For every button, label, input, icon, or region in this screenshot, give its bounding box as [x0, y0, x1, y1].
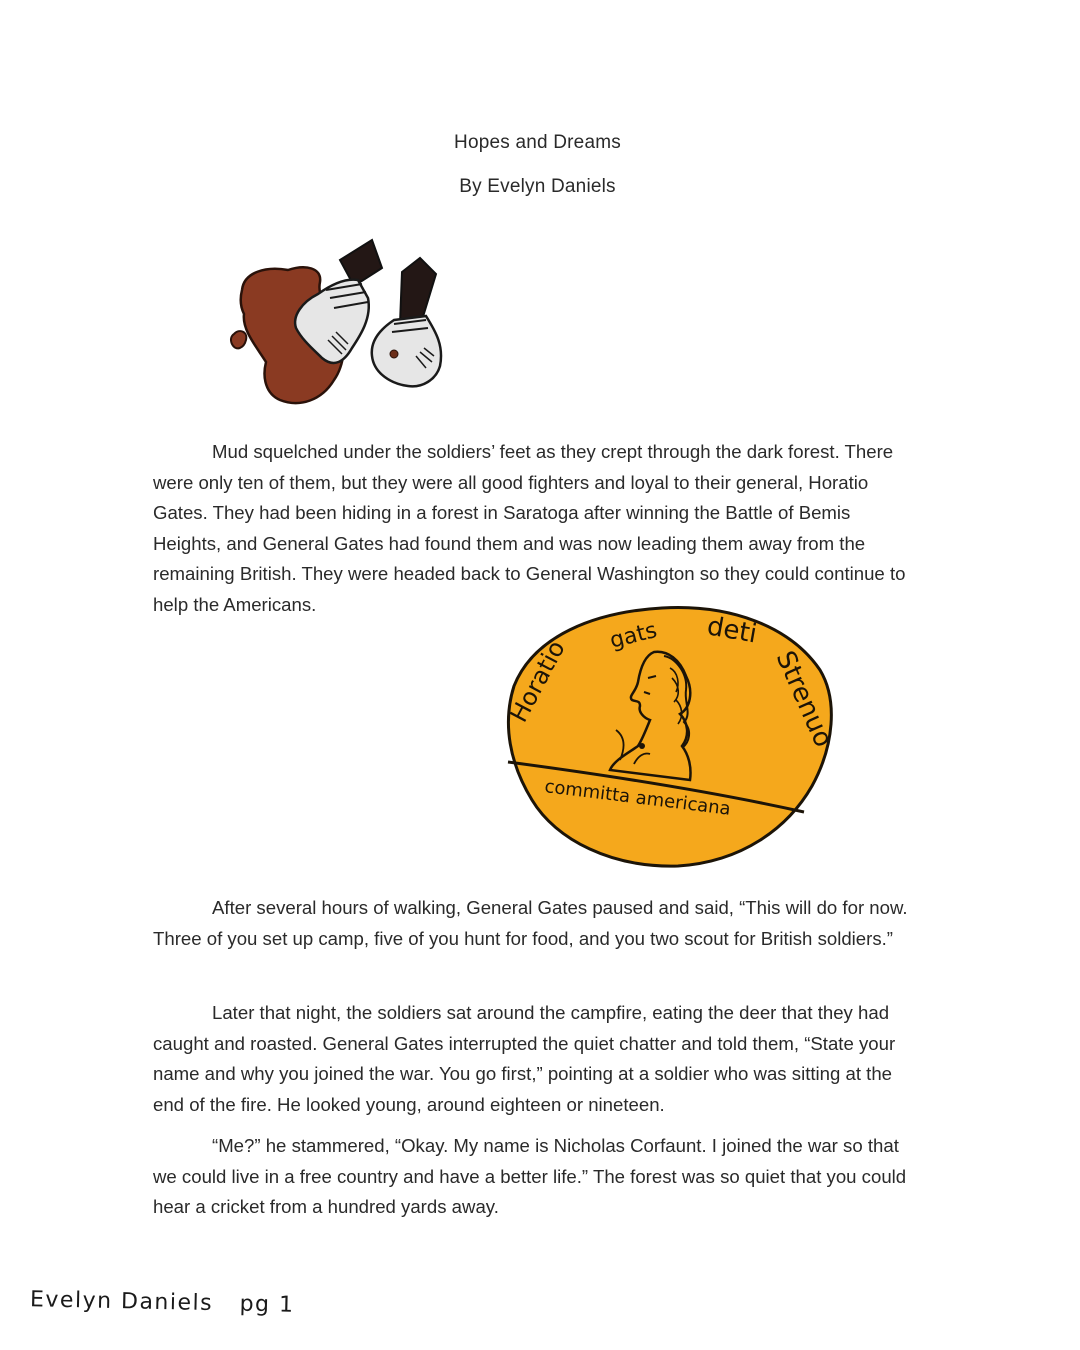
horatio-gates-medal-drawing-icon — [494, 596, 840, 868]
story-paragraph-2: After several hours of walking, General Gates paused and said, “This will do for now. Three of you set up camp, five of you hunt for food, and you two scout for British soldiers.” — [153, 897, 908, 949]
handwritten-page-number: pg 1 — [239, 1291, 295, 1318]
medal-inscription-bottom: committa americana — [543, 776, 732, 820]
muddy-boots-drawing-icon — [222, 228, 454, 408]
medal-word-4: Strenuo — [769, 646, 839, 752]
medal-word-2: gats — [607, 618, 660, 654]
handwritten-name: Evelyn Daniels — [29, 1287, 214, 1317]
mud-splat — [231, 331, 246, 348]
story-paragraph-1: Mud squelched under the soldiers’ feet as they crept through the dark forest. There were only ten of them, but they were all good fighters and loyal to their general, Horatio Gates. They had been hiding in a forest in Saratoga after winning the Battle of Bemis Heights, and General Gates had found them and was now leading them away from the remaining British. They were headed back to General Washington so they could continue to help the Americans. — [153, 441, 906, 615]
right-boot — [372, 316, 441, 386]
medal-word-3: deti — [704, 611, 760, 650]
document-title: Hopes and Dreams — [454, 132, 621, 153]
story-paragraph-3: Later that night, the soldiers sat around the campfire, eating the deer that they had caught and roasted. General Gates interrupted the quiet chatter and told them, “State your name and why you joined the war. You go first,” pointing at a soldier who was sitting at the end of the fire. He looked young, around eighteen or nineteen. — [153, 1002, 896, 1115]
right-sock — [400, 258, 436, 324]
document-byline: By Evelyn Daniels — [459, 176, 616, 197]
medal-word-1: Horatio — [504, 635, 571, 727]
handwritten-footer — [30, 1287, 295, 1318]
story-paragraph-4: “Me?” he stammered, “Okay. My name is Nicholas Corfaunt. I joined the war so that we could live in a free country and have a better life.” The forest was so quiet that you could hear a cricket from a hundred yards away. — [153, 1135, 907, 1217]
